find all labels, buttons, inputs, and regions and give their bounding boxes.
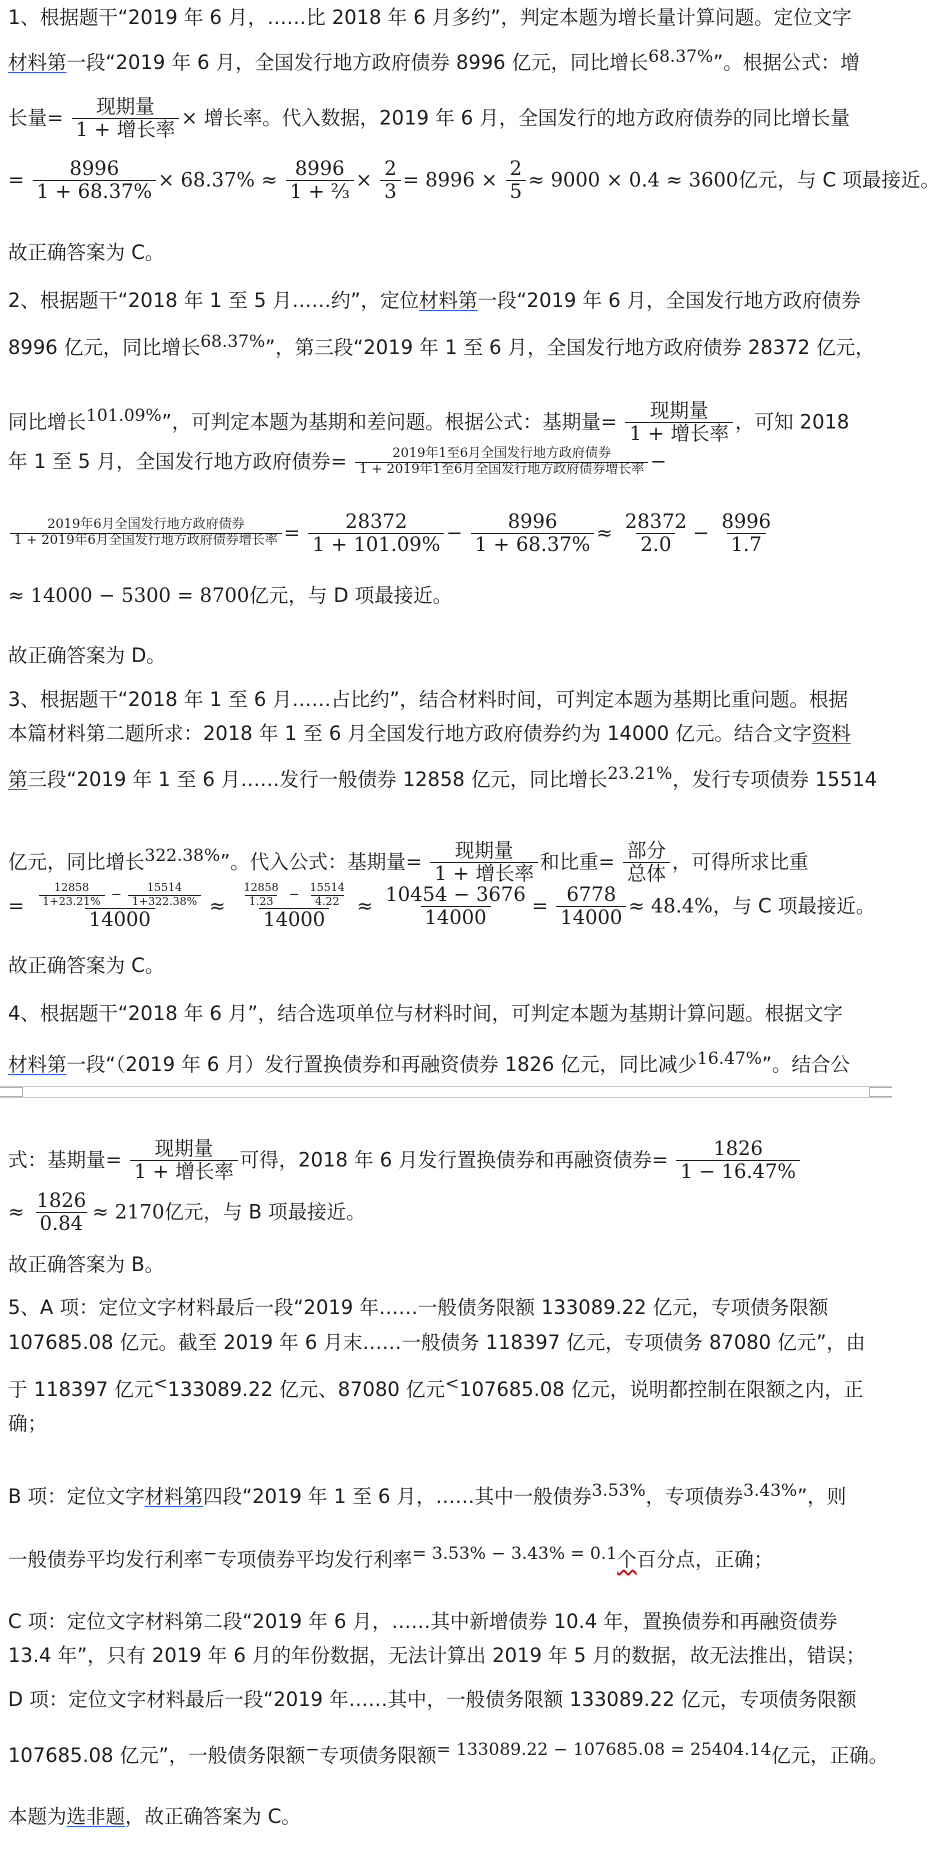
denominator: 3 [380, 180, 400, 203]
numerator: 部分 [627, 839, 667, 862]
q3-result: ≈ 48.4% [628, 894, 713, 918]
eq: = [283, 521, 301, 545]
denominator: 1 + 增长率 [72, 118, 180, 141]
denominator: 1.23 [245, 895, 278, 909]
numerator: 现期量 [154, 1137, 214, 1160]
denominator: 1 + 68.37% [33, 180, 157, 203]
q2-formula-fraction [625, 400, 733, 446]
spell-flag: 个 [617, 1548, 637, 1571]
q2-frac-b [471, 511, 595, 557]
text: 式：基期量 [8, 1148, 106, 1172]
text: ”，可判定本题为基期和差问题。根据公式：基期量 [161, 410, 601, 434]
q1-line2 [8, 47, 860, 74]
denominator: 1 − 16.47% [676, 1160, 800, 1183]
page-break-left-marker [0, 1087, 23, 1097]
q2-material-link[interactable]: 材料第 [419, 289, 478, 312]
text: ，专项债券 [645, 1485, 744, 1508]
q5-d-line1: D 项：定位文字材料最后一段“2019 年……其中，一般债务限额 133089.22 亿元，专项债务限额 [8, 1688, 857, 1711]
q1-frac-a [33, 158, 157, 204]
q3-frac-b [234, 882, 355, 932]
denominator: 2.0 [636, 533, 675, 556]
numerator: 8996 [69, 157, 120, 180]
q5-c-line2: 13.4 年”，只有 2019 年 6 月的年份数据，无法计算出 2019 年 5 月的数据，故无法推出，错误； [8, 1644, 866, 1667]
numerator: 12858 [243, 881, 279, 894]
sub-frac [306, 882, 349, 908]
text: 107685.08 亿元，说明都控制在限额之内，正 [459, 1378, 864, 1401]
op: × [355, 168, 373, 192]
denominator: 14000 [556, 906, 626, 929]
q4-line3 [8, 1138, 802, 1184]
q1-text: 长量 [8, 106, 48, 130]
page-break-divider [0, 1086, 892, 1098]
numerator: 28372 [624, 510, 687, 533]
text: ，故正确答案为 C。 [125, 1805, 301, 1828]
numerator: 10454 − 3676 [385, 882, 526, 906]
q2-rate-a: 68.37% [200, 332, 266, 352]
minus: − [692, 521, 710, 545]
text: 2、根据题干“2018 年 1 至 5 月……约”，定位 [8, 289, 420, 312]
text: 专项债务限额 [319, 1744, 437, 1767]
q1-frac-d [506, 158, 526, 204]
minus: − [305, 1740, 320, 1760]
sub-frac [39, 882, 105, 908]
numerator: 现期量 [96, 95, 155, 118]
q2-result: ≈ 14000 − 5300 = 8700 [8, 584, 250, 607]
denominator: 1+322.38% [128, 895, 201, 909]
text: ，发行专项债券 15514 [672, 768, 878, 791]
eq: = [651, 1148, 669, 1172]
text: 和比重 [539, 850, 599, 874]
numerator: $\frac{12858}{1.23}$ − $\frac{15514}{4.22}$ [234, 882, 355, 908]
denominator: 1 + ⅔ [286, 180, 354, 203]
approx: ≈ [596, 521, 613, 545]
q3-line3 [8, 764, 878, 791]
approx: ≈ [356, 894, 374, 918]
numerator: 12858 [54, 881, 90, 894]
q5-a-line1: 5、A 项：定位文字材料最后一段“2019 年……一般债务限额 133089.22 亿元，专项债务限额 [8, 1296, 829, 1319]
q5-type-link[interactable]: 选非题 [66, 1805, 126, 1828]
minus: − [650, 449, 667, 473]
q1-material-link[interactable]: 材料第 [8, 51, 67, 74]
denominator: 4.22 [311, 895, 344, 909]
eq: = [531, 894, 549, 918]
text: ”，则 [797, 1485, 847, 1508]
q4-answer: 故正确答案为 B。 [8, 1253, 165, 1276]
q1-formula-fraction [72, 96, 180, 142]
q2-frac-c [621, 511, 691, 557]
q1-line3 [8, 96, 850, 142]
numerator: 8996 [294, 157, 345, 180]
numerator: 15514 [146, 881, 182, 894]
denominator: 1 + 增长率 [130, 1160, 238, 1183]
q4-line2 [8, 1049, 850, 1076]
q4-line1: 4、根据题干“2018 年 6 月”，结合选项单位与材料时间，可判定本题为基期计算问题。根据文字 [8, 1002, 843, 1025]
numerator: 现期量 [649, 399, 709, 422]
text: B 项：定位文字 [8, 1485, 145, 1508]
page-break-right-marker [869, 1087, 892, 1097]
q1-line2-text: 一段“2019 年 6 月，全国发行地方政府债券 8996 亿元，同比增长 [66, 51, 649, 74]
q3-rate-b: 322.38% [144, 846, 221, 867]
q4-result: ≈ 2170 [92, 1200, 165, 1224]
q5-a-line3 [8, 1374, 864, 1401]
text: 107685.08 亿元”，一般债务限额 [8, 1744, 306, 1767]
q3-data-link[interactable]: 资料 [811, 722, 851, 745]
numerator: 6778 [566, 882, 617, 906]
denominator: 14000 [85, 908, 155, 931]
minus: − [446, 521, 463, 545]
q3-formula-ratio [623, 840, 670, 886]
eq: = [598, 850, 615, 874]
text: 三段“2019 年 1 至 6 月……发行一般债券 12858 亿元，同比增长 [27, 768, 608, 791]
rate: 3.53% [591, 1481, 646, 1501]
q3-data-link-cont[interactable]: 第 [8, 768, 28, 791]
q1-line2-tail: ”。根据公式：增 [713, 51, 860, 74]
text: 同比增长 [8, 410, 87, 434]
op: × 68.37% ≈ [158, 168, 278, 192]
text: ”，第三段“2019 年 1 至 6 月，全国发行地方政府债券 28372 亿元， [265, 336, 875, 359]
q3-answer: 故正确答案为 C。 [8, 954, 165, 977]
text: 一段“2019 年 6 月，全国发行地方政府债券 [477, 289, 861, 312]
denominator: 14000 [259, 908, 329, 931]
q2-line6 [8, 586, 452, 606]
q3-frac-c [381, 884, 529, 930]
numerator: 2019年1至6月全国发行地方政府债券 [392, 446, 611, 461]
denominator: 5 [506, 180, 526, 203]
q2-line1 [8, 291, 861, 311]
q3-line4 [8, 840, 809, 886]
q2-frac-june [10, 518, 282, 549]
q2-conclusion: 亿元，与 D 项最接近。 [249, 584, 453, 607]
numerator: 2 [384, 157, 397, 180]
q1-text-tail: 。代入数据，2019 年 6 月，全国发行的地方政府债券的同比增长量 [262, 106, 850, 130]
q5-b-calc: = 3.53% − 3.43% = 0.1 [412, 1544, 618, 1564]
q3-formula-base [430, 840, 538, 886]
q2-line2 [8, 332, 875, 359]
text: 专项债券平均发行利率 [217, 1548, 413, 1571]
q3-line2 [8, 724, 851, 744]
numerator: 2 [509, 157, 523, 180]
numerator: 现期量 [454, 839, 514, 862]
eq: = [105, 1148, 122, 1172]
denominator: 1 + 68.37% [471, 533, 595, 556]
denominator: 1+23.21% [39, 895, 105, 909]
text: 四段“2019 年 1 至 6 月，……其中一般债券 [203, 1485, 592, 1508]
text: 亿元，同比增长 [8, 850, 145, 874]
text: 亿元，正确。 [771, 1744, 889, 1767]
sub-frac [240, 882, 283, 908]
numerator: 8996 [721, 510, 772, 533]
less-than: < [153, 1374, 168, 1394]
q5-a-line4: 确； [8, 1412, 48, 1435]
q4-line4 [8, 1190, 366, 1236]
numerator: 2019年6月全国发行地方政府债券 [47, 517, 245, 533]
q3-frac-d [556, 884, 626, 930]
q2-answer: 故正确答案为 D。 [8, 644, 166, 667]
text: 本篇材料第二题所求：2018 年 1 至 6 月全国发行地方政府债券约为 14000 亿元。结合文字 [8, 722, 812, 745]
denominator: 1 + 2019年1至6月全国发行地方政府债券增长率 [355, 462, 648, 478]
q3-rate-a: 23.21% [607, 764, 673, 784]
q4-formula-fraction [130, 1138, 238, 1184]
rate: 3.43% [743, 1481, 798, 1501]
q1-eq: = [47, 106, 64, 130]
q1-result: ≈ 9000 × 0.4 ≈ 3600 [528, 168, 739, 192]
eq: = [600, 410, 618, 434]
q2-line4 [8, 447, 667, 478]
q3-calc-line [8, 882, 875, 932]
q5-c-line1: C 项：定位文字材料第二段“2019 年 6 月，……其中新增债券 10.4 年，置换债券和再融资债券 [8, 1610, 838, 1633]
text: 年 1 至 5 月，全国发行地方政府债券 [8, 449, 331, 473]
q1-answer: 故正确答案为 C。 [8, 241, 165, 264]
text: ”。代入公式：基期量 [220, 850, 406, 874]
q4-frac-b [33, 1190, 91, 1236]
eq: = [330, 449, 347, 473]
q5-b-line1 [8, 1481, 847, 1508]
q3-line1: 3、根据题干“2018 年 1 至 6 月……占比约”，结合材料时间，可判定本题为基期比重问题。根据 [8, 688, 849, 711]
q2-frac-a [308, 511, 444, 557]
denominator: 1 + 2019年6月全国发行地方政府债券增长率 [10, 533, 282, 549]
denominator: 总体 [623, 862, 670, 885]
q5-d-calc: = 133089.22 − 107685.08 = 25404.14 [436, 1740, 772, 1760]
denominator: 1.7 [727, 533, 766, 556]
q2-line3 [8, 400, 849, 446]
text: 一段“（2019 年 6 月）发行置换债券和再融资债券 1826 亿元，同比减少 [66, 1053, 698, 1076]
text: ，可得所求比重 [672, 850, 809, 874]
approx: ≈ [209, 894, 226, 918]
eq: = [8, 894, 25, 918]
q4-conclusion: 亿元，与 B 项最接近。 [164, 1200, 366, 1224]
text: 本题为 [8, 1805, 67, 1828]
q5-b-line2 [8, 1544, 774, 1571]
minus: − [203, 1544, 218, 1564]
eq: = [405, 850, 423, 874]
denominator: 0.84 [36, 1212, 87, 1235]
numerator: $\frac{12858}{1+23.21\%}$ − $\frac{15514}{1+322.38\%}$ [33, 882, 208, 908]
eq: = [8, 168, 25, 192]
approx: ≈ [8, 1200, 25, 1224]
q3-frac-a [33, 882, 208, 932]
q1-conclusion: 亿元，与 C 项最接近。 [738, 168, 940, 192]
q3-conclusion: ，与 C 项最接近。 [712, 894, 876, 918]
numerator: 15514 [309, 881, 345, 894]
q2-frac-total [355, 447, 648, 478]
sub-frac [128, 882, 201, 908]
q2-rate-b: 101.09% [86, 406, 162, 427]
text: ”。结合公 [761, 1053, 850, 1076]
q5-a-line2: 107685.08 亿元。截至 2019 年 6 月末……一般债务 118397 亿元，专项债务 87080 亿元”，由 [8, 1331, 866, 1354]
numerator: 1826 [713, 1137, 763, 1160]
text: 133089.22 亿元、87080 亿元 [167, 1378, 445, 1401]
q4-material-link[interactable]: 材料第 [8, 1053, 67, 1076]
text: ，可知 2018 [734, 410, 850, 434]
text: 可得，2018 年 6 月发行置换债券和再融资债券 [239, 1148, 652, 1172]
q2-frac-d [717, 511, 775, 557]
q2-line5 [8, 511, 777, 557]
text: 于 118397 亿元 [8, 1378, 154, 1401]
q1-frac-c [380, 158, 400, 204]
q1-times-rate: × 增长率 [181, 106, 263, 130]
q1-frac-b [286, 158, 354, 204]
less-than: < [444, 1374, 460, 1394]
q1-line1: 1、根据题干“2019 年 6 月，……比 2018 年 6 月多约”，判定本题为增长量计算问题。定位文字 [8, 6, 852, 29]
text: 百分点，正确； [636, 1548, 774, 1571]
text: 8996 亿元，同比增长 [8, 336, 201, 359]
q1-calc-line [8, 158, 940, 204]
denominator: 1 + 增长率 [430, 862, 538, 885]
denominator: 14000 [421, 906, 491, 929]
numerator: 8996 [507, 510, 558, 533]
q4-frac-a [676, 1138, 800, 1184]
denominator: 1 + 101.09% [308, 533, 444, 556]
numerator: 28372 [345, 510, 408, 533]
q5-material-link[interactable]: 材料第 [144, 1485, 204, 1508]
q1-rate: 68.37% [648, 47, 714, 67]
op: = 8996 × [402, 168, 498, 192]
text: 一般债券平均发行利率 [8, 1548, 204, 1571]
q5-answer [8, 1807, 301, 1827]
denominator: 1 + 增长率 [625, 422, 733, 445]
q5-d-line2 [8, 1740, 889, 1767]
numerator: 1826 [36, 1189, 87, 1212]
q4-rate: 16.47% [697, 1049, 762, 1069]
